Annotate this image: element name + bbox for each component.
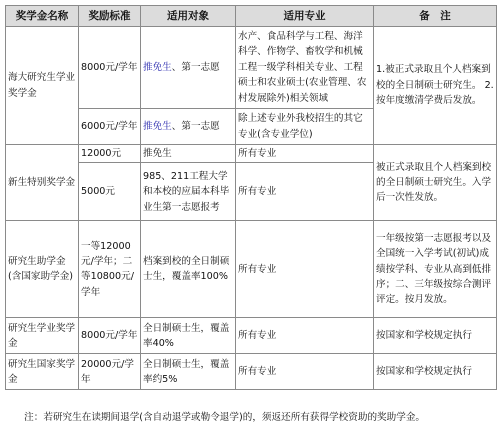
- header-target: 适用对象: [141, 6, 236, 27]
- cell-name: 新生特别奖学金: [6, 145, 79, 221]
- cell-name: 研究生国家奖学金: [6, 354, 79, 390]
- cell-target: [141, 27, 236, 109]
- header-major: 适用专业: [236, 6, 374, 27]
- table-row: [6, 145, 497, 163]
- cell-major: 所有专业: [236, 163, 374, 221]
- cell-target: 全日制硕士生，覆盖率40%: [141, 318, 236, 354]
- cell-major: 所有专业: [236, 354, 374, 390]
- header-standard: 奖励标准: [79, 6, 141, 27]
- target-text: 、第一志愿: [171, 61, 220, 73]
- cell-major: 所有专业: [236, 145, 374, 163]
- cell-major: 水产、食品科学与工程、海洋科学、作物学、畜牧学和机械工程一级学科相关专业、工程硕士和农业硕士(农业管理、农村发展除外)相关领域: [236, 27, 374, 109]
- target-link[interactable]: 推免生: [143, 61, 172, 73]
- cell-target: 全日制硕士生，覆盖率约5%: [141, 354, 236, 390]
- cell-standard: 一等12000元/学年；二等10800元/学年: [79, 221, 141, 318]
- cell-target: 985、211工程大学和本校的应届本科毕业生第一志愿报考: [141, 163, 236, 221]
- cell-standard: 20000元/学年: [79, 354, 141, 390]
- table-row: [6, 27, 497, 109]
- cell-name: 研究生学业奖学金: [6, 318, 79, 354]
- footnote: 注：若研究生在读期间退学(含自动退学或勒令退学)的，须返还所有获得学校资助的奖助学金。: [5, 412, 426, 423]
- cell-major: 所有专业: [236, 318, 374, 354]
- scholarship-table: [5, 5, 497, 390]
- cell-remark: 按国家和学校规定执行: [374, 318, 497, 354]
- cell-target: 推免生: [141, 145, 236, 163]
- cell-name: 海大研究生学业奖学金: [6, 27, 79, 145]
- header-remark: 备 注: [374, 6, 497, 27]
- cell-standard: 8000元/学年: [79, 318, 141, 354]
- cell-target: [141, 109, 236, 145]
- cell-remark: 一年级按第一志愿报考以及全国统一入学考试(初试)成绩按学科、专业从高到低排序；二、三年级按综合测评评定。按月发放。: [374, 221, 497, 318]
- cell-major: 所有专业: [236, 221, 374, 318]
- target-link[interactable]: 推免生: [143, 120, 172, 132]
- cell-target: 档案到校的全日制硕士生，覆盖率100%: [141, 221, 236, 318]
- cell-remark: 1.被正式录取且个人档案到校的全日制硕士研究生。 2.按年度缴清学费后发放。: [374, 27, 497, 145]
- cell-standard: 5000元: [79, 163, 141, 221]
- cell-remark: 按国家和学校规定执行: [374, 354, 497, 390]
- cell-remark: 被正式录取且个人档案到校的全日制硕士研究生。入学后一次性发放。: [374, 145, 497, 221]
- table-header-row: [6, 6, 497, 27]
- cell-standard: 6000元/学年: [79, 109, 141, 145]
- table-row: [6, 354, 497, 390]
- cell-major: 除上述专业外我校招生的其它专业(含专业学位): [236, 109, 374, 145]
- table-row: [6, 221, 497, 318]
- cell-standard: 12000元: [79, 145, 141, 163]
- table-row: [6, 318, 497, 354]
- target-text: 、第一志愿: [171, 120, 220, 132]
- cell-standard: 8000元/学年: [79, 27, 141, 109]
- cell-name: 研究生助学金(含国家助学金): [6, 221, 79, 318]
- header-name: 奖学金名称: [6, 6, 79, 27]
